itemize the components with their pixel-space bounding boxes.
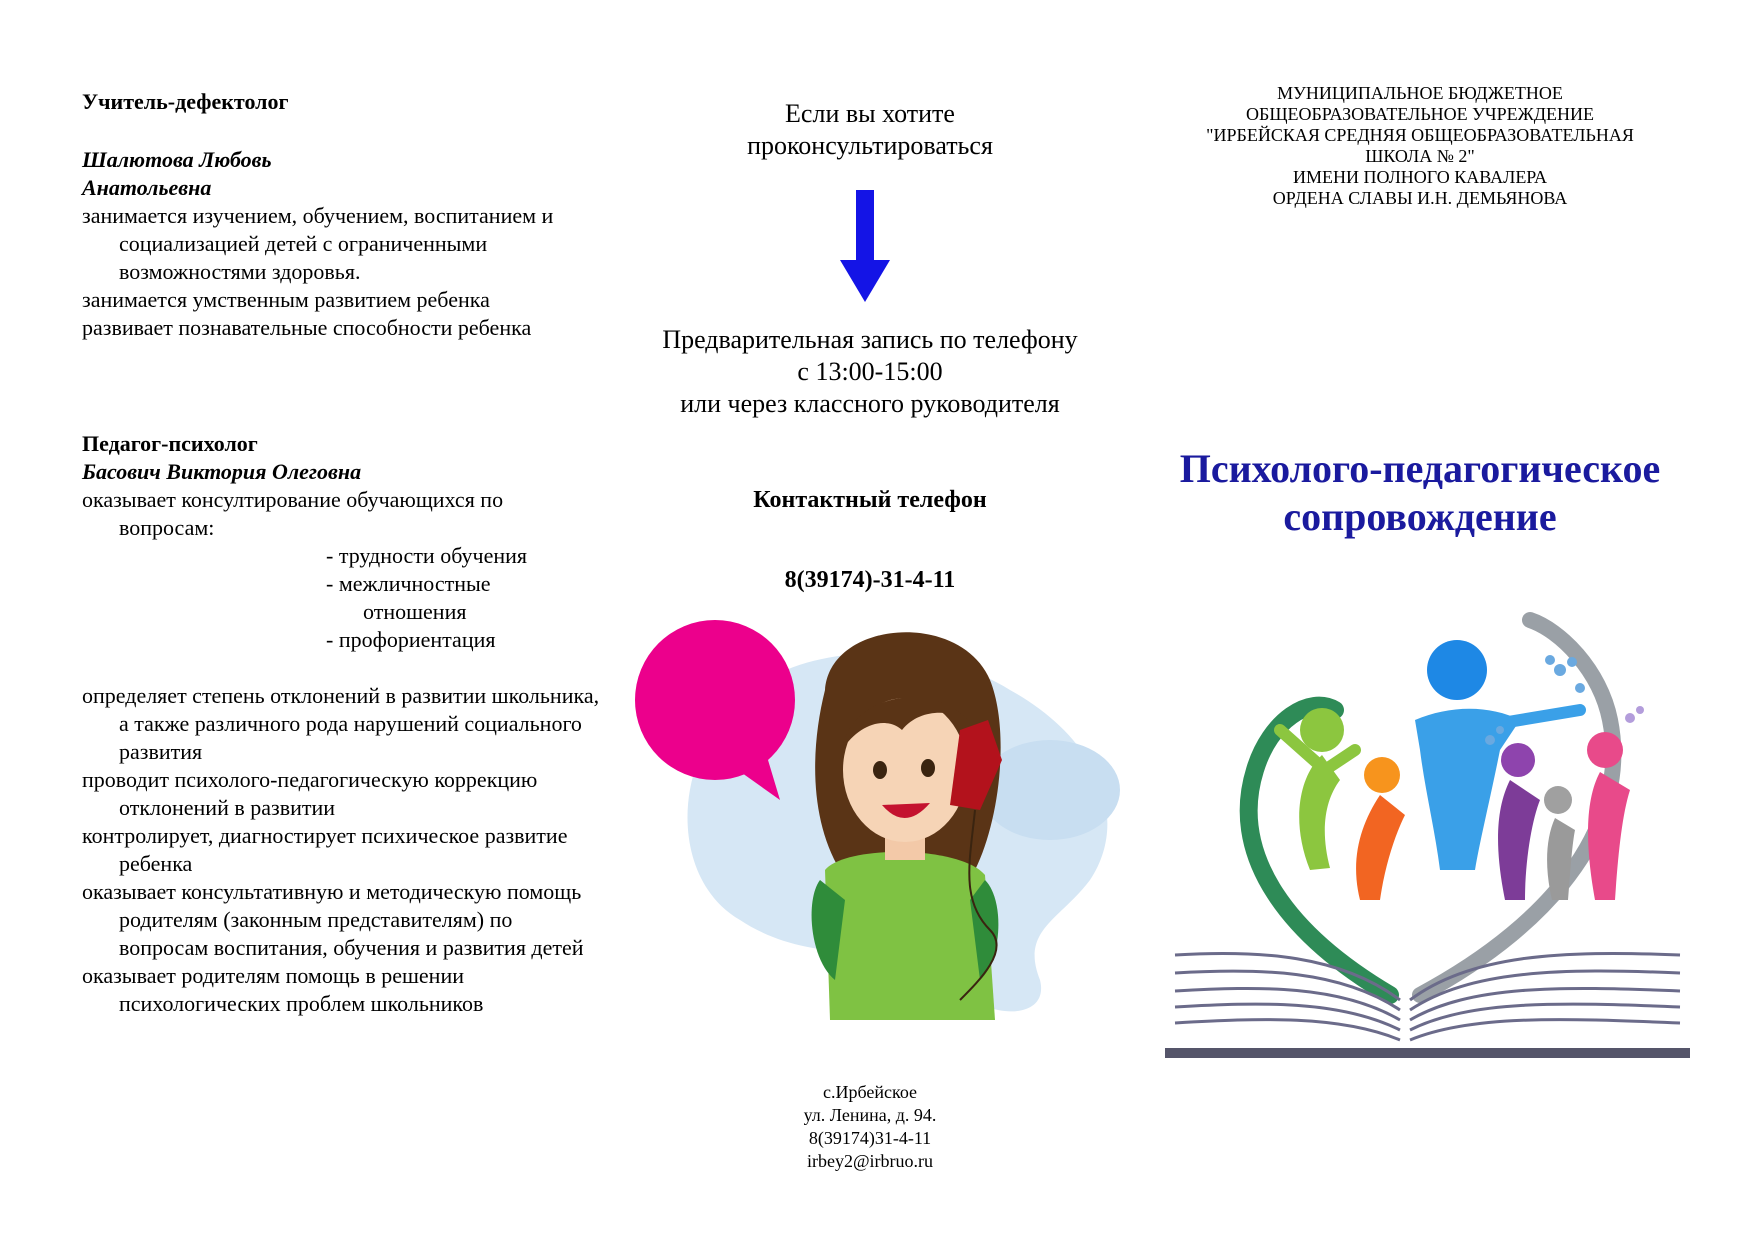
down-arrow-icon: [840, 190, 890, 302]
topic-item: - трудности обучения: [326, 543, 528, 568]
left-column: [82, 88, 602, 1018]
org-line: ИМЕНИ ПОЛНОГО КАВАЛЕРА: [1292, 167, 1548, 187]
duty-item: контролирует, диагностирует психическое развитие ребенка: [82, 823, 568, 876]
org-line: ОРДЕНА СЛАВЫ И.Н. ДЕМЬЯНОВА: [1272, 188, 1568, 208]
org-line: ШКОЛА № 2": [1365, 146, 1475, 166]
topic-list: [82, 542, 602, 654]
title-line2: сопровождение: [1283, 494, 1557, 539]
family-book-logo: [1160, 600, 1700, 1070]
speech-bubble-icon: [635, 620, 795, 800]
duty-item: развивает познавательные способности ребенка: [82, 315, 532, 340]
topic-item: - межличностные отношения: [326, 571, 491, 624]
appointment-line1: Предварительная запись по телефону: [662, 325, 1078, 354]
duty-item: занимается изучением, обучением, воспитанием и социализацией детей с ограниченными возможностями здоровья.: [82, 203, 554, 284]
duty-item: определяет степень отклонений в развитии школьника, а также различного рода нарушений социального развития: [82, 683, 600, 764]
duty-item: оказывает родителям помощь в решении психологических проблем школьников: [82, 963, 484, 1016]
name-defectologist-line2: Анатольевна: [82, 175, 212, 200]
name-defectologist-line1: Шалютова Любовь: [82, 147, 272, 172]
org-line: "ИРБЕЙСКАЯ СРЕДНЯЯ ОБЩЕОБРАЗОВАТЕЛЬНАЯ: [1206, 125, 1634, 145]
contact-phone: 8(39174)-31-4-11: [784, 567, 956, 593]
role-defectologist: Учитель-дефектолог: [82, 89, 289, 114]
address-village: с.Ирбейское: [822, 1082, 918, 1102]
consult-line2: проконсультироваться: [747, 131, 993, 160]
duty-item: оказывает консультативную и методическую помощь родителям (законным представителям) по вопросам воспитания, обучения и развития детей: [82, 879, 584, 960]
duty-item: проводит психолого-педагогическую коррекцию отклонений в развитии: [82, 767, 538, 820]
organization-name: [1160, 83, 1680, 209]
brochure-title: [1160, 445, 1680, 541]
phone-girl-illustration: [630, 600, 1130, 1050]
address-phone: 8(39174)31-4-11: [808, 1128, 932, 1148]
appointment-line3: или через классного руководителя: [680, 389, 1060, 418]
consult-heading: [620, 98, 1120, 162]
address-block: [740, 1081, 1000, 1173]
consult-line1: Если вы хотите: [785, 99, 955, 128]
org-line: МУНИЦИПАЛЬНОЕ БЮДЖЕТНОЕ: [1277, 83, 1563, 103]
address-street: ул. Ленина, д. 94.: [803, 1105, 937, 1125]
role-psychologist: Педагог-психолог: [82, 431, 258, 456]
consult-intro: оказывает консултирование обучающихся по вопросам:: [82, 487, 504, 540]
topic-item: - профориентация: [326, 627, 496, 652]
contact-label: Контактный телефон: [753, 487, 987, 513]
name-psychologist: Басович Виктория Олеговна: [82, 459, 362, 484]
org-line: ОБЩЕОБРАЗОВАТЕЛЬНОЕ УЧРЕЖДЕНИЕ: [1245, 104, 1595, 124]
address-email: irbey2@irbruo.ru: [806, 1151, 934, 1171]
title-line1: Психолого-педагогическое: [1179, 446, 1661, 491]
appointment-info: [620, 324, 1120, 420]
duty-item: занимается умственным развитием ребенка: [82, 287, 490, 312]
appointment-hours: с 13:00-15:00: [797, 357, 943, 386]
